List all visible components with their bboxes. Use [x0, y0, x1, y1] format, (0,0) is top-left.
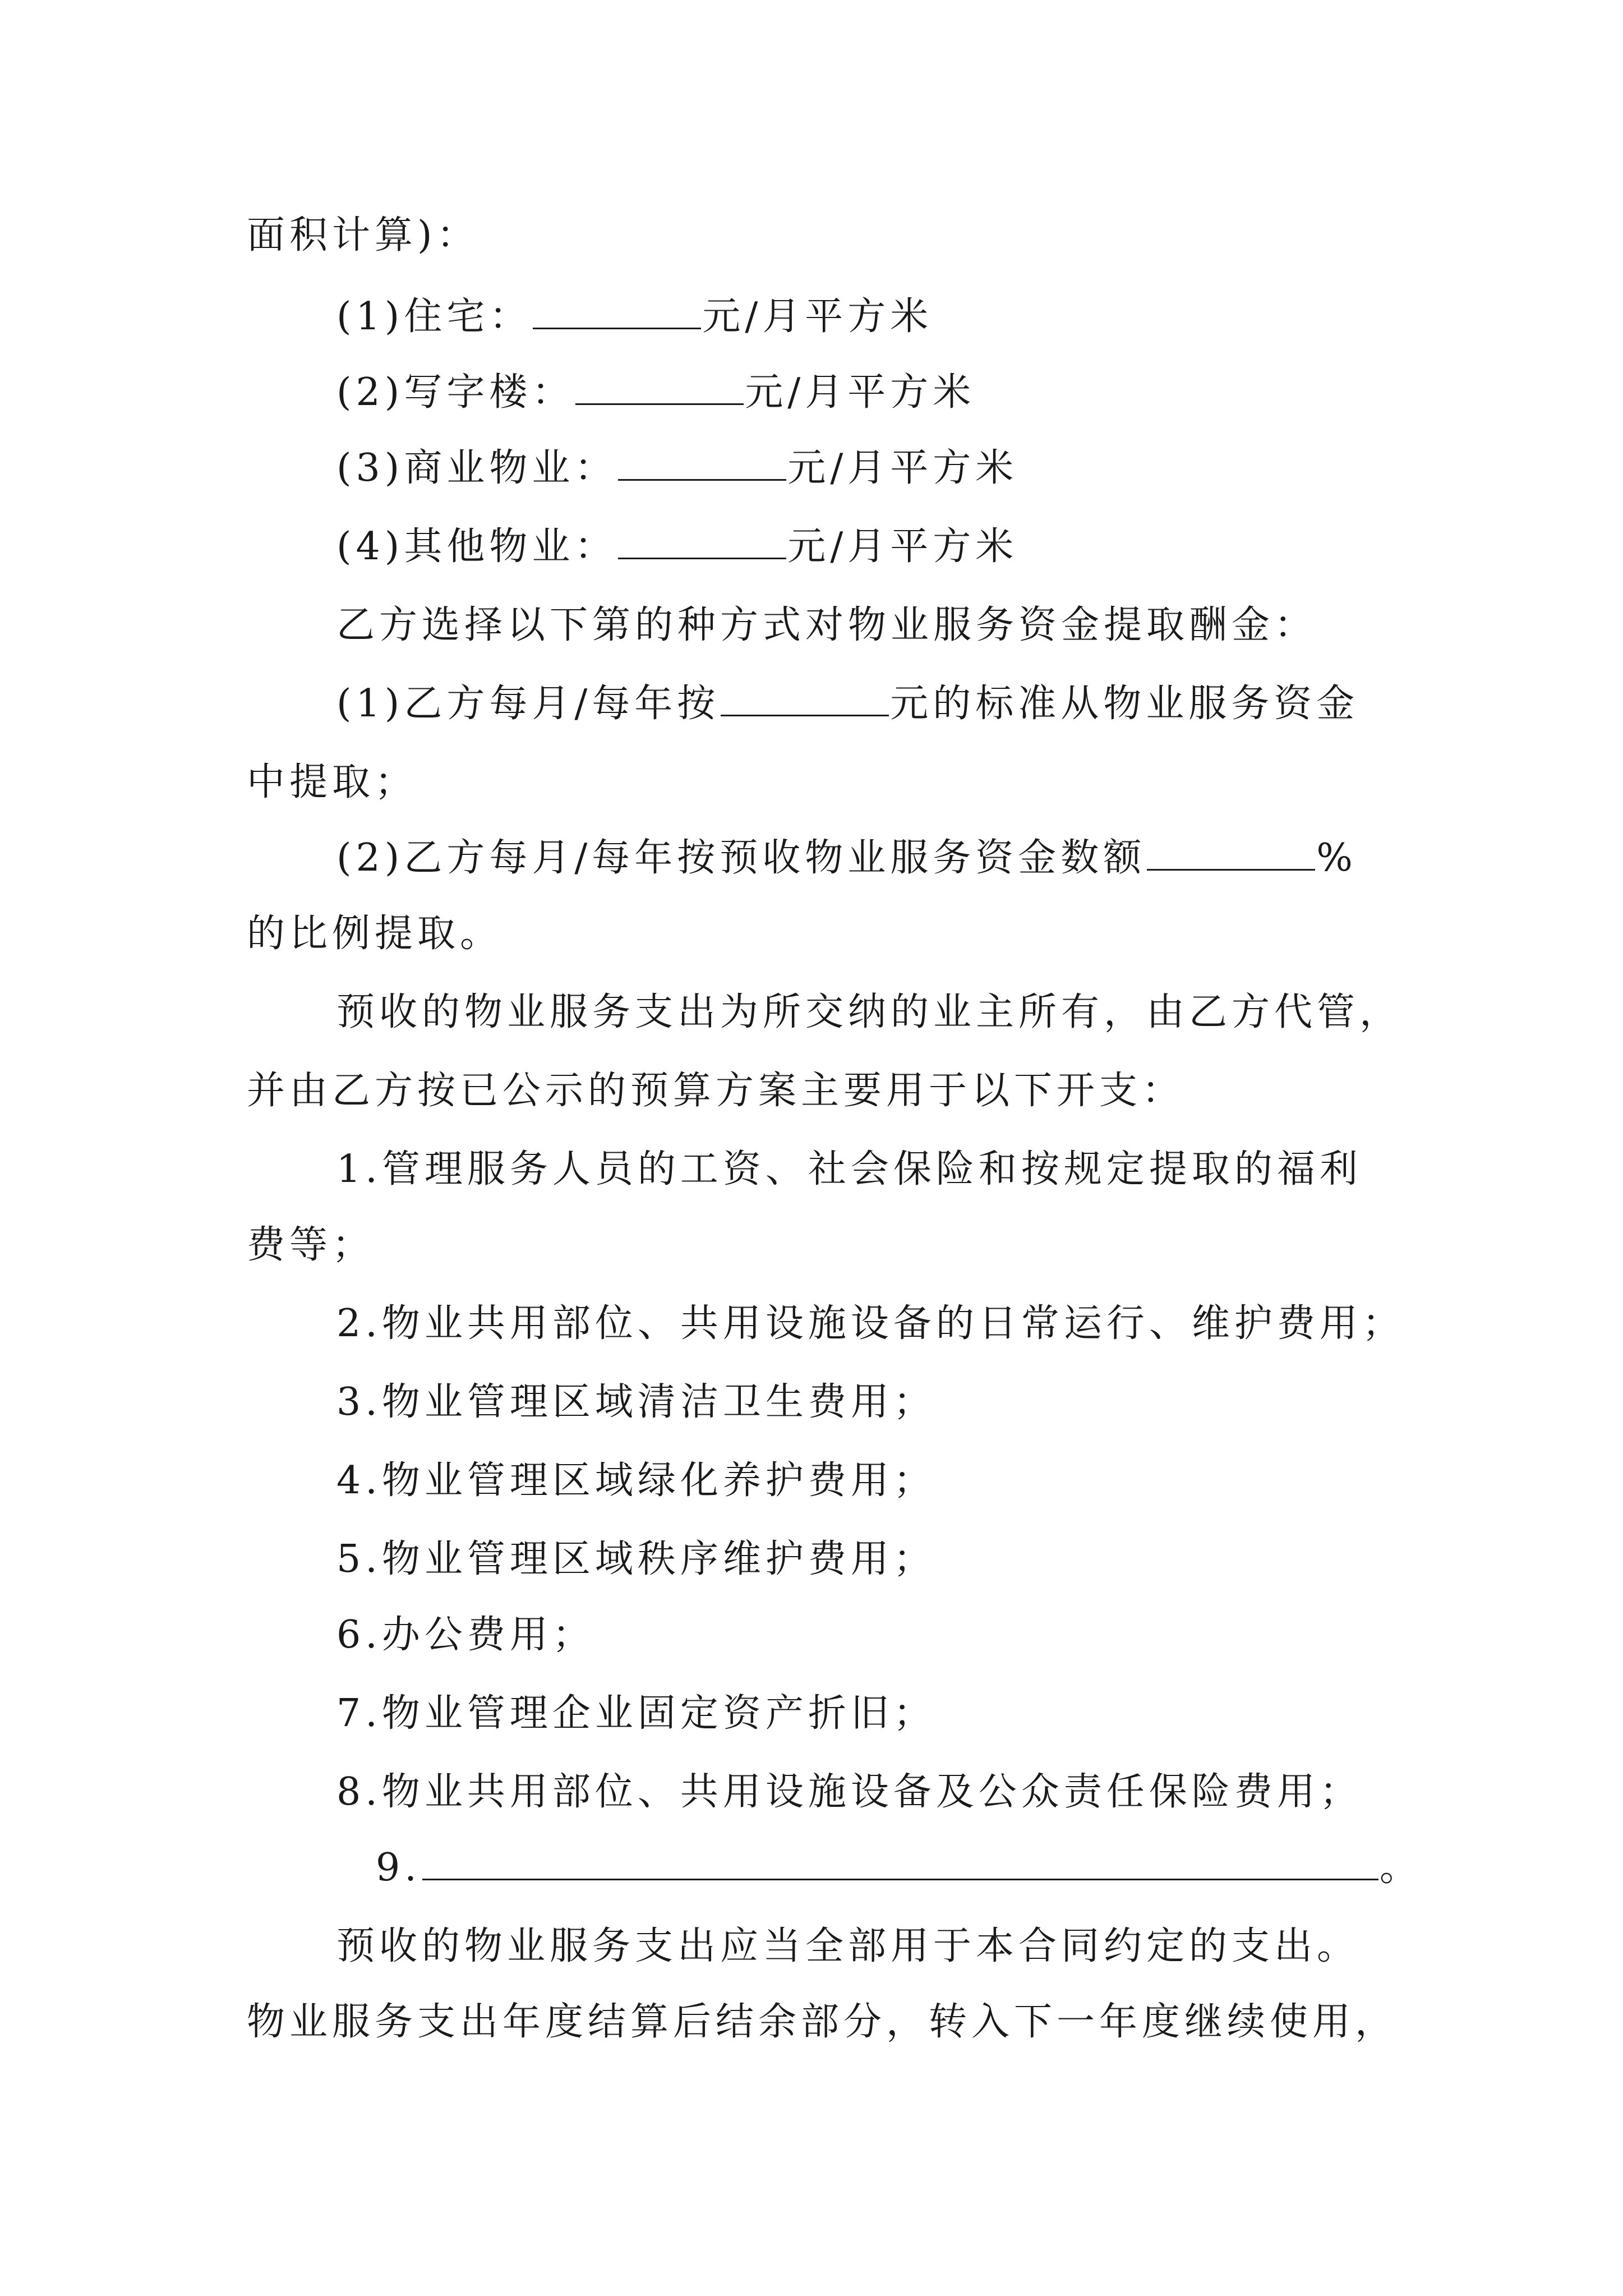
line-text: 1.管理服务人员的工资、社会保险和按规定提取的福利 — [336, 1147, 1362, 1191]
expense-item — [336, 1299, 1405, 1349]
fee-item-label: (1)住宅： — [336, 295, 532, 339]
line-text: 7.物业管理企业固定资产折旧； — [336, 1691, 936, 1736]
fee-item-other — [336, 522, 1018, 572]
line-text: 4.物业管理区域绿化养护费用； — [336, 1458, 936, 1503]
paragraph-line — [247, 1997, 1398, 2047]
fill-in-blank[interactable] — [422, 1845, 1378, 1880]
line-text: 面积计算)： — [247, 213, 479, 257]
fee-item-label: (3)商业物业： — [336, 446, 617, 490]
line-text: 中提取； — [247, 760, 418, 804]
line-text: 物业服务支出年度结算后结余部分，转入下一年度继续使用， — [247, 2000, 1398, 2044]
line-text: (1)乙方每月/每年按 — [336, 682, 720, 726]
fill-in-blank[interactable] — [1147, 835, 1315, 871]
paragraph-line — [336, 1921, 1359, 1972]
line-text: 并由乙方按已公示的预算方案主要用于以下开支： — [247, 1069, 1185, 1113]
paragraph-line — [247, 757, 417, 808]
paragraph-line — [336, 833, 1357, 884]
line-text: 预收的物业服务支出为所交纳的业主所有，由乙方代管， — [336, 990, 1403, 1034]
line-text: 乙方选择以下第的种方式对物业服务资金提取酬金： — [336, 603, 1317, 647]
expense-item — [376, 1843, 1422, 1893]
paragraph-line — [247, 1066, 1184, 1116]
line-text: 6.办公费用； — [336, 1613, 595, 1657]
paragraph-line — [247, 909, 502, 959]
paragraph-line — [247, 1220, 375, 1271]
fee-item-residential — [336, 292, 933, 342]
fee-item-unit: 元/月平方米 — [787, 446, 1018, 490]
line-text: 2.物业共用部位、共用设施设备的日常运行、维护费用； — [336, 1301, 1405, 1346]
line-text: 费等； — [247, 1223, 375, 1267]
fee-item-office — [336, 367, 975, 418]
line-text: % — [1316, 836, 1357, 880]
line-text: 。 — [1379, 1846, 1422, 1890]
line-text: 3.物业管理区域清洁卫生费用； — [336, 1380, 936, 1424]
fill-in-blank[interactable] — [533, 294, 701, 329]
line-text: 5.物业管理区域秩序维护费用； — [336, 1537, 936, 1581]
fee-item-unit: 元/月平方米 — [702, 295, 933, 339]
fill-in-blank[interactable] — [721, 681, 889, 716]
expense-item — [336, 1377, 936, 1428]
fee-item-unit: 元/月平方米 — [745, 370, 976, 415]
expense-item — [336, 1767, 1362, 1818]
paragraph-line — [336, 679, 1359, 729]
line-text: (2)乙方每月/每年按预收物业服务资金数额 — [336, 836, 1146, 880]
line-text: 8.物业共用部位、共用设施设备及公众责任保险费用； — [336, 1770, 1362, 1814]
fill-in-blank[interactable] — [618, 524, 786, 559]
paragraph-line — [247, 210, 479, 261]
line-text: 元的标准从物业服务资金 — [890, 682, 1359, 726]
expense-item — [336, 1456, 936, 1506]
fee-item-unit: 元/月平方米 — [787, 524, 1018, 569]
fill-in-blank[interactable] — [575, 370, 744, 405]
fee-item-label: (2)写字楼： — [336, 370, 575, 415]
fee-item-commercial — [336, 443, 1018, 494]
expense-item — [336, 1688, 936, 1739]
line-text: 预收的物业服务支出应当全部用于本合同约定的支出。 — [336, 1924, 1360, 1968]
expense-item — [336, 1144, 1362, 1195]
line-text: 9. — [376, 1846, 421, 1890]
fill-in-blank[interactable] — [618, 445, 786, 481]
paragraph-line — [336, 600, 1317, 651]
line-text: 的比例提取。 — [247, 912, 503, 956]
expense-item — [336, 1534, 936, 1585]
paragraph-line — [336, 987, 1402, 1038]
fee-item-label: (4)其他物业： — [336, 524, 617, 569]
expense-item — [336, 1610, 595, 1660]
